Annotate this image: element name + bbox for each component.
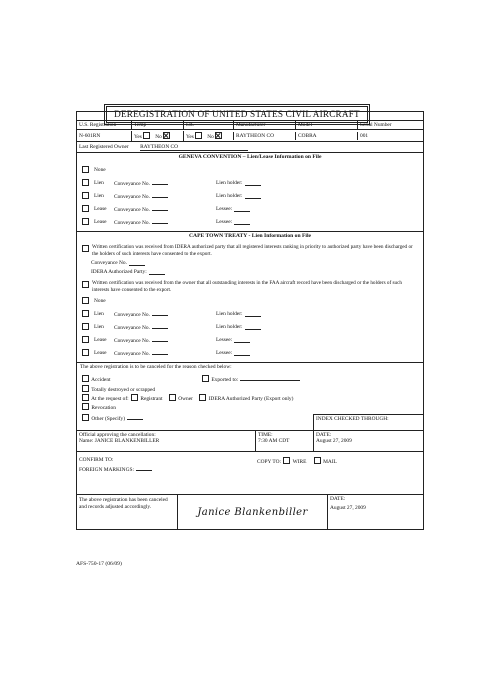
owner-row bbox=[77, 141, 423, 152]
idera-label: IDERA Authorized Party (Export only) bbox=[208, 395, 294, 402]
party-label: Lessee: bbox=[216, 218, 233, 225]
conveyance-label: Conveyance No. bbox=[114, 337, 150, 344]
ir-no-checkbox[interactable] bbox=[215, 132, 222, 139]
conveyance-label: Conveyance No. bbox=[114, 180, 150, 187]
index-checked-label: INDEX CHECKED THROUGH: bbox=[316, 416, 389, 423]
party-label: Lien holder: bbox=[216, 179, 243, 186]
party-label: Lessee: bbox=[216, 205, 233, 212]
mail-checkbox[interactable] bbox=[314, 457, 321, 464]
destroyed-checkbox[interactable] bbox=[82, 385, 89, 392]
other-checkbox[interactable] bbox=[82, 414, 89, 421]
destroyed-label: Totally destroyed or scrapped bbox=[91, 386, 156, 393]
request-label: At the request of: bbox=[91, 395, 129, 402]
time-value: 7:30 AM CDT bbox=[258, 438, 290, 445]
form-title: DEREGISTRATION OF UNITED STATES CIVIL AIRCRAFT bbox=[106, 106, 368, 123]
header-values-row bbox=[77, 129, 423, 141]
owner-cert-text: Written certification was received from the owner that all outstanding interests in the FAA aircraft record have been discharged or the holders of such interests have consented to the export. bbox=[92, 280, 403, 293]
capetown-row-checkbox[interactable] bbox=[82, 310, 89, 317]
foreign-markings-label: FOREIGN MARKINGS: bbox=[79, 466, 134, 473]
accident-checkbox[interactable] bbox=[82, 375, 89, 382]
capetown-conveyance-label: Conveyance No. bbox=[91, 259, 127, 266]
geneva-heading: GENEVA CONVENTION – Lien/Lease Information on File bbox=[77, 152, 423, 161]
model-col-label: Model bbox=[295, 121, 357, 129]
official-label: Official approving the cancellation: bbox=[79, 432, 156, 439]
geneva-row-type: Lease bbox=[94, 218, 107, 225]
geneva-row bbox=[77, 202, 423, 215]
accident-label: Accident bbox=[91, 377, 111, 384]
mfr-col-label: Manufacturer bbox=[233, 121, 295, 129]
capetown-row-conveyance bbox=[114, 336, 216, 344]
copy-to-label: COPY TO: bbox=[257, 459, 282, 466]
geneva-row-checkbox[interactable] bbox=[82, 192, 89, 199]
final-text: The above registration has been canceled and records adjusted accordingly. bbox=[79, 497, 168, 510]
ir-col-label: I.R. bbox=[183, 121, 233, 129]
capetown-para-idera bbox=[77, 243, 423, 258]
owner-cert-checkbox[interactable] bbox=[82, 281, 89, 288]
party-label: Lien holder: bbox=[216, 310, 243, 317]
geneva-row-type: Lien bbox=[94, 179, 104, 186]
header-labels-row bbox=[77, 120, 423, 129]
capetown-row bbox=[77, 333, 423, 346]
temp-options bbox=[131, 131, 183, 141]
capetown-row bbox=[77, 320, 423, 333]
temp-yes-label: Yes bbox=[134, 133, 142, 140]
temp-no-label: No bbox=[155, 133, 162, 140]
capetown-row-type: Lease bbox=[94, 336, 107, 343]
model-value: COBRA bbox=[295, 132, 357, 140]
geneva-row-conveyance bbox=[114, 179, 216, 187]
capetown-row-checkbox[interactable] bbox=[82, 349, 89, 356]
reg-col-label: U.S. Registration bbox=[79, 122, 117, 128]
owner-label: Last Registered Owner bbox=[79, 143, 129, 150]
owner-value: RAYTHEON CO bbox=[140, 144, 248, 151]
idera-cert-text: Written certification was received from IDERA authorized party that all registered interests ranking in priority to authorized party have been discharged or the holders of such interests have consented to the export. bbox=[92, 244, 413, 257]
geneva-row bbox=[77, 176, 423, 189]
capetown-row-conveyance bbox=[114, 310, 216, 318]
capetown-row bbox=[77, 307, 423, 320]
revocation-checkbox[interactable] bbox=[82, 403, 89, 410]
geneva-none-checkbox[interactable] bbox=[82, 166, 89, 173]
temp-col-label: Temp bbox=[131, 121, 183, 129]
confirm-to-label: CONFIRM TO: bbox=[79, 457, 114, 464]
request-checkbox[interactable] bbox=[82, 394, 89, 401]
capetown-none-label: None bbox=[94, 297, 106, 304]
conveyance-label: Conveyance No. bbox=[114, 206, 150, 213]
geneva-row-conveyance bbox=[114, 218, 216, 226]
conveyance-label: Conveyance No. bbox=[114, 350, 150, 357]
geneva-row-checkbox[interactable] bbox=[82, 205, 89, 212]
owner-checkbox[interactable] bbox=[169, 394, 176, 401]
geneva-section bbox=[77, 161, 423, 231]
capetown-row-conveyance bbox=[114, 349, 216, 357]
deregistration-form bbox=[76, 111, 424, 530]
geneva-row bbox=[77, 189, 423, 202]
owner-label: Owner bbox=[178, 395, 193, 402]
capetown-para-owner bbox=[77, 279, 423, 294]
wire-checkbox[interactable] bbox=[283, 457, 290, 464]
cancel-reasons bbox=[77, 371, 423, 414]
cancel-intro: The above registration is to be canceled for the reason checked below: bbox=[77, 362, 423, 371]
date-value: August 27, 2009 bbox=[316, 438, 352, 445]
capetown-row-type: Lease bbox=[94, 349, 107, 356]
revocation-label: Revocation bbox=[91, 404, 116, 411]
registrant-label: Registrant bbox=[140, 395, 163, 402]
idera-party-label: IDERA Authorized Party: bbox=[91, 268, 147, 275]
capetown-heading: CAPE TOWN TREATY - Lien Information on File bbox=[77, 231, 423, 240]
geneva-row-checkbox[interactable] bbox=[82, 218, 89, 225]
capetown-row-checkbox[interactable] bbox=[82, 323, 89, 330]
final-date-label: DATE: bbox=[330, 496, 346, 503]
temp-no-checkbox[interactable] bbox=[163, 132, 170, 139]
official-name: JANICE BLANKENBILLER bbox=[94, 438, 160, 445]
geneva-row-checkbox[interactable] bbox=[82, 179, 89, 186]
capetown-row-type: Lien bbox=[94, 323, 104, 330]
time-label: TIME: bbox=[258, 432, 273, 439]
confirm-row bbox=[77, 451, 423, 494]
exported-checkbox[interactable] bbox=[202, 375, 209, 382]
geneva-row-type: Lease bbox=[94, 205, 107, 212]
exported-label: Exported to: bbox=[211, 377, 239, 384]
registrant-checkbox[interactable] bbox=[131, 394, 138, 401]
final-date-value: August 27, 2009 bbox=[330, 505, 366, 512]
ir-yes-label: Yes bbox=[186, 133, 194, 140]
mfr-value: RAYTHEON CO bbox=[233, 132, 295, 140]
party-label: Lessee: bbox=[216, 336, 233, 343]
idera-cert-checkbox[interactable] bbox=[82, 245, 89, 252]
geneva-row-conveyance bbox=[114, 205, 216, 213]
capetown-row-conveyance bbox=[114, 323, 216, 331]
capetown-section bbox=[77, 240, 423, 362]
name-label: Name: bbox=[79, 438, 94, 445]
geneva-none-label: None bbox=[94, 166, 106, 173]
other-row bbox=[77, 414, 423, 430]
geneva-row-conveyance bbox=[114, 192, 216, 200]
party-label: Lien holder: bbox=[216, 192, 243, 199]
party-label: Lien holder: bbox=[216, 323, 243, 330]
mail-label: MAIL bbox=[323, 459, 337, 466]
ir-options bbox=[183, 131, 233, 141]
final-row bbox=[77, 494, 423, 529]
approval-row bbox=[77, 430, 423, 451]
serial-value: 001 bbox=[357, 132, 423, 140]
capetown-none-checkbox[interactable] bbox=[82, 297, 89, 304]
ir-yes-checkbox[interactable] bbox=[195, 132, 202, 139]
capetown-row-checkbox[interactable] bbox=[82, 336, 89, 343]
other-label: Other (Specify) bbox=[91, 416, 126, 423]
capetown-row-type: Lien bbox=[94, 310, 104, 317]
conveyance-label: Conveyance No. bbox=[114, 311, 150, 318]
capetown-row bbox=[77, 346, 423, 359]
temp-yes-checkbox[interactable] bbox=[143, 132, 150, 139]
conveyance-label: Conveyance No. bbox=[114, 219, 150, 226]
conveyance-label: Conveyance No. bbox=[114, 324, 150, 331]
date-label: DATE: bbox=[316, 432, 332, 439]
index-checked-box bbox=[313, 414, 423, 430]
conveyance-label: Conveyance No. bbox=[114, 193, 150, 200]
signature: Janice Blankenbiller bbox=[197, 506, 308, 518]
party-label: Lessee: bbox=[216, 349, 233, 356]
wire-label: WIRE bbox=[292, 459, 307, 466]
idera-checkbox[interactable] bbox=[199, 394, 206, 401]
ir-no-label: No bbox=[207, 133, 214, 140]
serial-col-label: Serial Number bbox=[357, 121, 423, 129]
geneva-row-type: Lien bbox=[94, 192, 104, 199]
reg-value: N-601RN bbox=[79, 132, 101, 139]
form-code: AFS-750-17 (06/09) bbox=[76, 561, 122, 567]
geneva-row bbox=[77, 215, 423, 228]
